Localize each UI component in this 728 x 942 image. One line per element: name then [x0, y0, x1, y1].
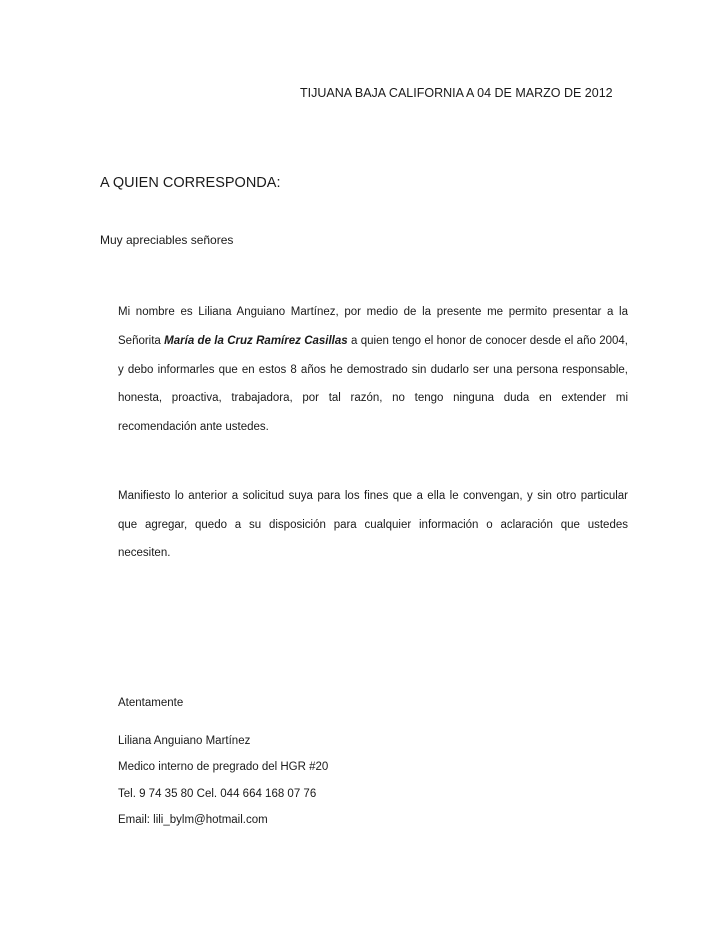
- closing-word: Atentamente: [118, 697, 184, 709]
- signature-phone: Tel. 9 74 35 80 Cel. 044 664 168 07 76: [118, 788, 317, 800]
- paragraph-text: a quien tengo el honor de conocer desde el año 2004,: [347, 335, 628, 347]
- paragraph-line: necesiten.: [118, 547, 171, 559]
- paragraph-line: recomendación ante ustedes.: [118, 421, 269, 433]
- paragraph-line: Mi nombre es Liliana Anguiano Martínez, por medio de la presente me permito presentar a la: [118, 306, 628, 318]
- date-line: TIJUANA BAJA CALIFORNIA A 04 DE MARZO DE 2012: [300, 86, 613, 100]
- paragraph-line: que agregar, quedo a su disposición para cualquier información o aclaración que ustedes: [118, 519, 628, 531]
- signature-title: Medico interno de pregrado del HGR #20: [118, 761, 329, 773]
- signature-name: Liliana Anguiano Martínez: [118, 735, 251, 747]
- paragraph-text: Señorita: [118, 335, 165, 347]
- paragraph-line: honesta, proactiva, trabajadora, por tal razón, no tengo ninguna duda en extender mi: [118, 392, 628, 404]
- candidate-name: María de la Cruz Ramírez Casillas: [164, 335, 348, 347]
- paragraph-line: Manifiesto lo anterior a solicitud suya para los fines que a ella le convengan, y sin otro particular: [118, 490, 628, 502]
- salutation: Muy apreciables señores: [100, 233, 234, 247]
- recipient-heading: A QUIEN CORRESPONDA:: [100, 175, 281, 191]
- signature-email: Email: lili_bylm@hotmail.com: [118, 814, 268, 826]
- paragraph-line: [118, 335, 628, 347]
- paragraph-line: y debo informarles que en estos 8 años he demostrado sin dudarlo ser una persona responsable,: [118, 364, 628, 376]
